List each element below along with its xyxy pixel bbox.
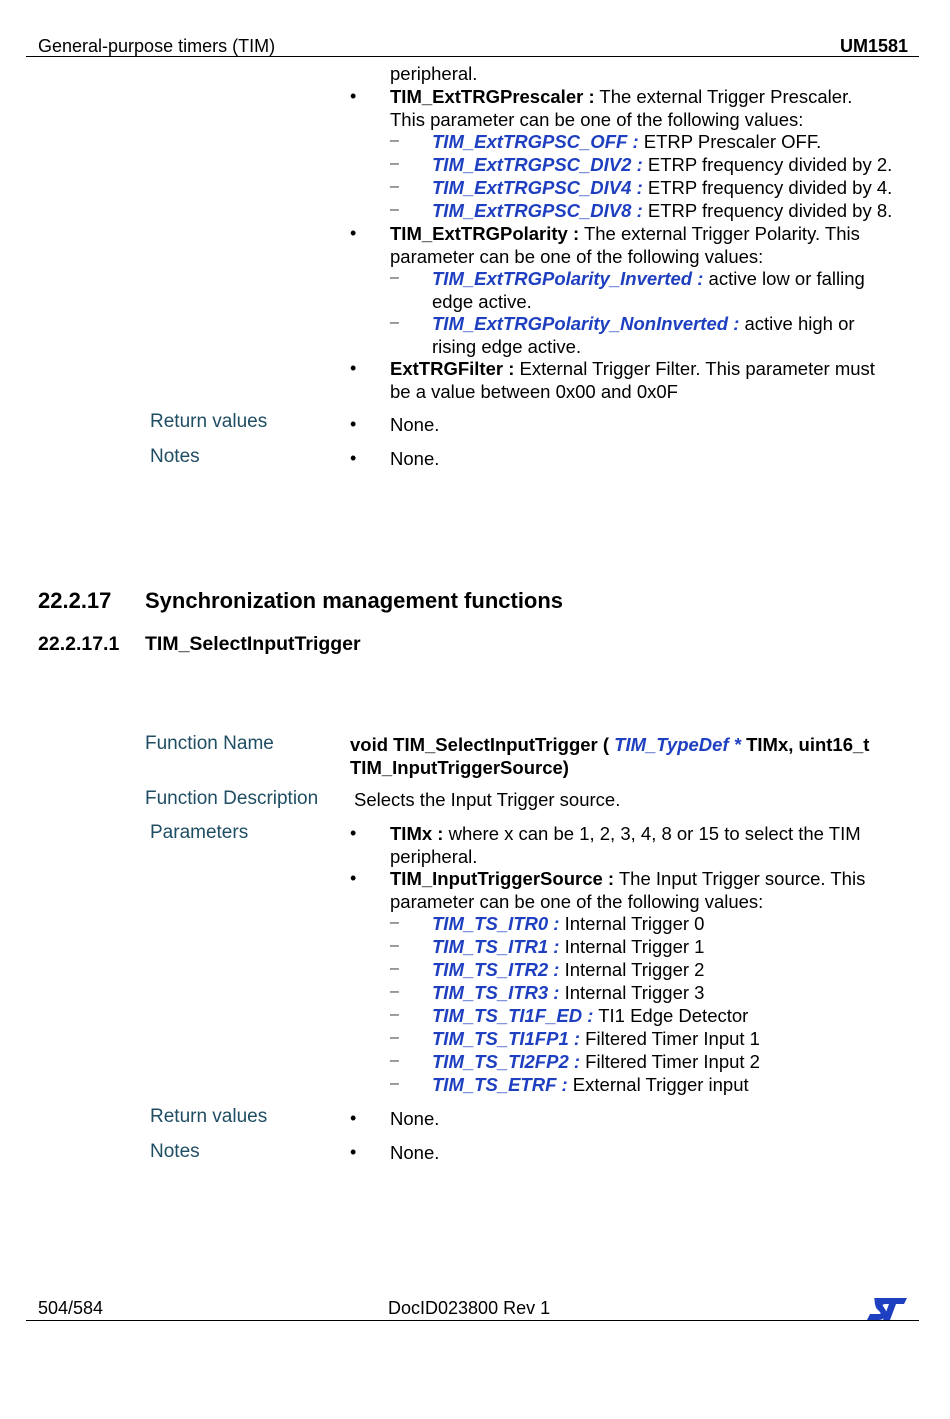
value-desc: ETRP frequency divided by 2.: [642, 154, 893, 175]
dash: –: [390, 1006, 399, 1023]
value-desc: rising edge active.: [432, 335, 582, 357]
running-header-title: General-purpose timers (TIM): [38, 36, 276, 56]
value-desc: Internal Trigger 0: [559, 913, 705, 934]
value-item: [432, 200, 922, 223]
dash: –: [390, 1052, 399, 1069]
bullet: •: [350, 223, 357, 243]
param-desc: peripheral.: [390, 845, 478, 867]
parameters-label: Parameters: [150, 822, 249, 843]
subsection-number: 22.2.17.1: [38, 633, 120, 655]
bullet: •: [350, 823, 357, 843]
notes-label: Notes: [150, 446, 200, 467]
return-values-text: None.: [390, 414, 440, 435]
value-desc: edge active.: [432, 290, 532, 312]
value-item: [432, 1051, 922, 1074]
value-term: TIM_ExtTRGPSC_OFF :: [432, 131, 639, 152]
dash: –: [390, 937, 399, 954]
value-term: TIM_TS_TI1FP1 :: [432, 1028, 581, 1049]
param-desc: This parameter can be one of the following values:: [390, 108, 804, 130]
value-item: [432, 1028, 922, 1051]
return-values-label: Return values: [150, 1106, 268, 1127]
type-link[interactable]: TIM_TypeDef *: [614, 734, 741, 755]
value-desc: Internal Trigger 1: [559, 936, 705, 957]
value-item: [432, 268, 922, 313]
dash: –: [390, 155, 399, 172]
value-term: TIM_ExtTRGPSC_DIV2 :: [432, 154, 643, 175]
bullet: •: [350, 448, 357, 468]
param-desc: The external Trigger Prescaler.: [594, 86, 853, 107]
param-desc: where x can be 1, 2, 3, 4, 8 or 15 to select the TIM: [443, 823, 861, 844]
value-term: TIM_TS_TI2FP2 :: [432, 1051, 581, 1072]
bullet: •: [350, 1108, 357, 1128]
value-desc: Internal Trigger 3: [559, 982, 705, 1003]
section-number: 22.2.17: [38, 588, 112, 613]
bullet: •: [350, 414, 357, 434]
param-prescaler: [390, 86, 910, 131]
param-desc: The Input Trigger source. This: [614, 868, 866, 889]
dash: –: [390, 132, 399, 149]
section-title: Synchronization management functions: [145, 588, 564, 613]
dash: –: [390, 1075, 399, 1092]
dash: –: [390, 178, 399, 195]
param-name: TIMx :: [390, 823, 444, 844]
param-timx: [390, 823, 910, 868]
return-values-label: Return values: [150, 411, 268, 432]
dash: –: [390, 983, 399, 1000]
document-code: UM1581: [839, 36, 908, 56]
value-item: [432, 959, 922, 982]
notes-text: None.: [390, 448, 440, 469]
header-rule: [26, 56, 919, 57]
value-item: [432, 313, 922, 358]
dash: –: [390, 269, 399, 286]
value-desc: ETRP Prescaler OFF.: [638, 131, 822, 152]
continuation-text: peripheral.: [390, 63, 478, 84]
value-item: [432, 1005, 922, 1028]
dash: –: [390, 960, 399, 977]
bullet: •: [350, 358, 357, 378]
value-term: TIM_ExtTRGPSC_DIV4 :: [432, 177, 643, 198]
function-description-text: Selects the Input Trigger source.: [354, 789, 621, 810]
value-term: TIM_ExtTRGPSC_DIV8 :: [432, 200, 643, 221]
dash: –: [390, 1029, 399, 1046]
value-desc: ETRP frequency divided by 8.: [642, 200, 893, 221]
value-term: TIM_TS_ETRF :: [432, 1074, 568, 1095]
page-number: 504/584: [38, 1298, 104, 1318]
value-term: TIM_TS_ITR0 :: [432, 913, 560, 934]
param-desc: The external Trigger Polarity. This: [579, 223, 860, 244]
param-filter: [390, 358, 910, 403]
function-description-label: Function Description: [145, 788, 319, 809]
document-id: DocID023800 Rev 1: [388, 1298, 551, 1318]
function-signature: [350, 734, 910, 779]
value-term: TIM_ExtTRGPolarity_Inverted :: [432, 268, 704, 289]
return-values-text: None.: [390, 1108, 440, 1129]
param-desc: be a value between 0x00 and 0x0F: [390, 380, 678, 402]
param-desc: parameter can be one of the following values:: [390, 890, 764, 912]
bullet: •: [350, 86, 357, 106]
signature-start: void TIM_SelectInputTrigger (: [350, 734, 615, 755]
value-desc: active high or: [739, 313, 855, 334]
param-input-trigger-source: [390, 868, 910, 913]
param-name: TIM_ExtTRGPolarity :: [390, 223, 580, 244]
param-name: ExtTRGFilter :: [390, 358, 515, 379]
param-desc: parameter can be one of the following values:: [390, 245, 764, 267]
notes-label: Notes: [150, 1141, 200, 1162]
bullet: •: [350, 868, 357, 888]
value-item: [432, 177, 922, 200]
dash: –: [390, 314, 399, 331]
value-desc: Filtered Timer Input 2: [580, 1051, 760, 1072]
value-desc: Filtered Timer Input 1: [580, 1028, 760, 1049]
value-item: [432, 1074, 922, 1097]
function-name-label: Function Name: [145, 733, 274, 754]
signature-args: TIMx, uint16_t: [740, 734, 870, 755]
dash: –: [390, 201, 399, 218]
param-name: TIM_InputTriggerSource :: [390, 868, 615, 889]
value-item: [432, 154, 922, 177]
value-desc: TI1 Edge Detector: [593, 1005, 749, 1026]
value-term: TIM_TS_ITR1 :: [432, 936, 560, 957]
param-name: TIM_ExtTRGPrescaler :: [390, 86, 595, 107]
value-term: TIM_TS_ITR3 :: [432, 982, 560, 1003]
value-term: TIM_ExtTRGPolarity_NonInverted :: [432, 313, 740, 334]
footer-rule: [26, 1320, 919, 1321]
value-item: [432, 131, 922, 154]
param-polarity: [390, 223, 910, 268]
value-term: TIM_TS_TI1F_ED :: [432, 1005, 594, 1026]
value-item: [432, 936, 922, 959]
dash: –: [390, 914, 399, 931]
value-term: TIM_TS_ITR2 :: [432, 959, 560, 980]
st-logo-icon: [866, 1297, 908, 1321]
signature-end: TIM_InputTriggerSource): [350, 756, 569, 778]
value-item: [432, 913, 922, 936]
param-desc: External Trigger Filter. This parameter must: [514, 358, 875, 379]
value-desc: External Trigger input: [567, 1074, 749, 1095]
notes-text: None.: [390, 1142, 440, 1163]
bullet: •: [350, 1142, 357, 1162]
value-desc: ETRP frequency divided by 4.: [642, 177, 893, 198]
value-item: [432, 982, 922, 1005]
subsection-title: TIM_SelectInputTrigger: [145, 633, 361, 655]
value-desc: active low or falling: [703, 268, 865, 289]
value-desc: Internal Trigger 2: [559, 959, 705, 980]
